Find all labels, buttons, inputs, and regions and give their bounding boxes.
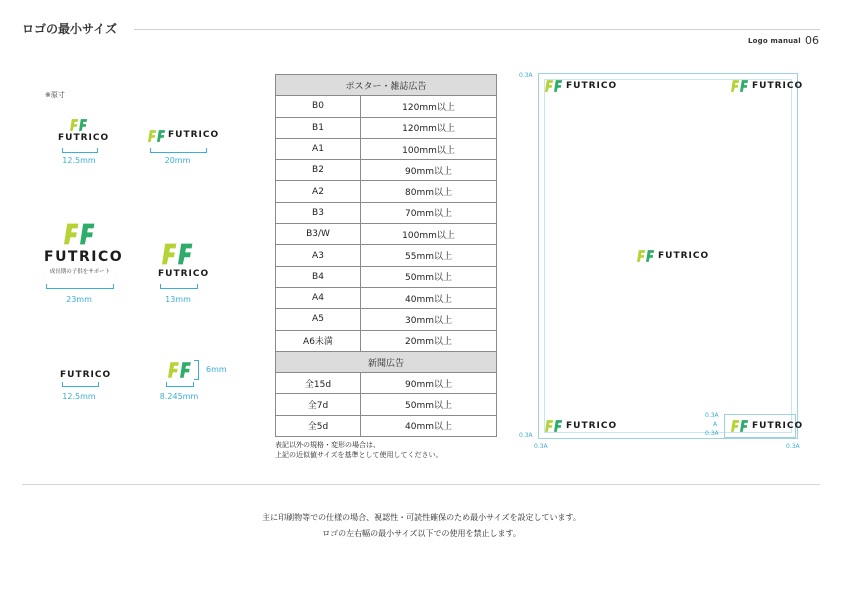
measure-label: 20mm	[164, 156, 191, 165]
page-number: 06	[805, 34, 819, 47]
manual-label: Logo manual	[748, 37, 801, 45]
footer-text-line2: ロゴの左右幅の最小サイズ以下での使用を禁止します。	[322, 529, 521, 538]
table-row: A3 55mm以上	[276, 245, 497, 266]
measure-label: 8.245mm	[159, 392, 199, 401]
brand-wordmark: FUTRICO	[58, 133, 110, 143]
ff-logo-icon	[731, 419, 749, 433]
table-row: B3 70mm以上	[276, 202, 497, 223]
footer-text-line1: 主に印刷物等での仕様の場合、視認性・可読性確保のため最小サイズを設定しています。	[262, 513, 581, 522]
ff-logo-icon	[168, 361, 192, 379]
margin-label: 0.3A	[786, 443, 800, 450]
table-row: A2 80mm以上	[276, 181, 497, 202]
height-label: 6mm	[206, 365, 227, 374]
brand-tagline: 成長期の子供をサポート	[49, 269, 111, 275]
logo-stacked-small	[58, 118, 110, 143]
measure-bracket	[62, 382, 99, 387]
brand-wordmark: FUTRICO	[168, 130, 220, 140]
table-row: B4 50mm以上	[276, 266, 497, 287]
brand-wordmark: FUTRICO	[158, 269, 210, 279]
measure-bracket	[150, 148, 207, 153]
table-row: B3/W 100mm以上	[276, 224, 497, 245]
ff-logo-icon	[637, 249, 655, 263]
table-row: 全15d 90mm以上	[276, 373, 497, 394]
brand-wordmark: FUTRICO	[658, 251, 710, 261]
logo-stacked-tagline	[44, 222, 124, 275]
table-row: 全7d 50mm以上	[276, 394, 497, 415]
table-row: A5 30mm以上	[276, 309, 497, 330]
table-row: B1 120mm以上	[276, 117, 497, 138]
measure-label: 12.5mm	[62, 156, 96, 165]
ff-logo-icon	[148, 129, 166, 143]
header-divider	[134, 29, 820, 30]
page-title: ロゴの最小サイズ	[22, 22, 118, 36]
height-bracket	[194, 360, 199, 380]
table-row: A6未満 20mm以上	[276, 330, 497, 351]
brand-wordmark: FUTRICO	[752, 81, 804, 91]
table-row: A1 100mm以上	[276, 138, 497, 159]
actual-size-note: ※原寸	[45, 91, 65, 99]
table-note: 表記以外の規格・変形の場合は、 上記の近似値サイズを基準として使用してください。	[275, 441, 443, 459]
table-row: B0 120mm以上	[276, 96, 497, 117]
brand-wordmark-only: FUTRICO	[60, 370, 112, 380]
brand-wordmark: FUTRICO	[44, 249, 124, 265]
measure-bracket	[46, 284, 114, 289]
table-row: B2 90mm以上	[276, 160, 497, 181]
margin-label: 0.3A	[519, 72, 533, 79]
margin-label: 0.3A	[534, 443, 548, 450]
min-size-table	[275, 74, 497, 437]
ff-logo-icon	[545, 79, 563, 93]
table-row: A4 40mm以上	[276, 287, 497, 308]
brand-wordmark: FUTRICO	[566, 421, 618, 431]
brand-wordmark: FUTRICO	[752, 421, 804, 431]
logo-stacked-medium	[158, 242, 210, 279]
measure-bracket	[160, 284, 198, 289]
measure-bracket	[62, 148, 98, 153]
a-label: A	[713, 421, 718, 428]
brand-wordmark: FUTRICO	[566, 81, 618, 91]
ff-logo-icon	[70, 118, 88, 132]
ff-logo-icon	[545, 419, 563, 433]
table-row: 全5d 40mm以上	[276, 415, 497, 436]
ff-logo-icon	[162, 242, 194, 266]
ff-logo-icon	[731, 79, 749, 93]
measure-bracket	[166, 382, 194, 387]
measure-label: 12.5mm	[62, 392, 96, 401]
measure-label: 23mm	[66, 295, 92, 304]
measure-label: 13mm	[165, 295, 191, 304]
table-section-header: ポスター・雑誌広告	[276, 75, 497, 96]
table-section-header: 新聞広告	[276, 351, 497, 372]
margin-label: 0.3A	[705, 412, 719, 419]
footer-divider	[22, 484, 820, 485]
ff-logo-icon	[64, 222, 96, 246]
margin-label: 0.3A	[519, 432, 533, 439]
margin-label: 0.3A	[705, 430, 719, 437]
